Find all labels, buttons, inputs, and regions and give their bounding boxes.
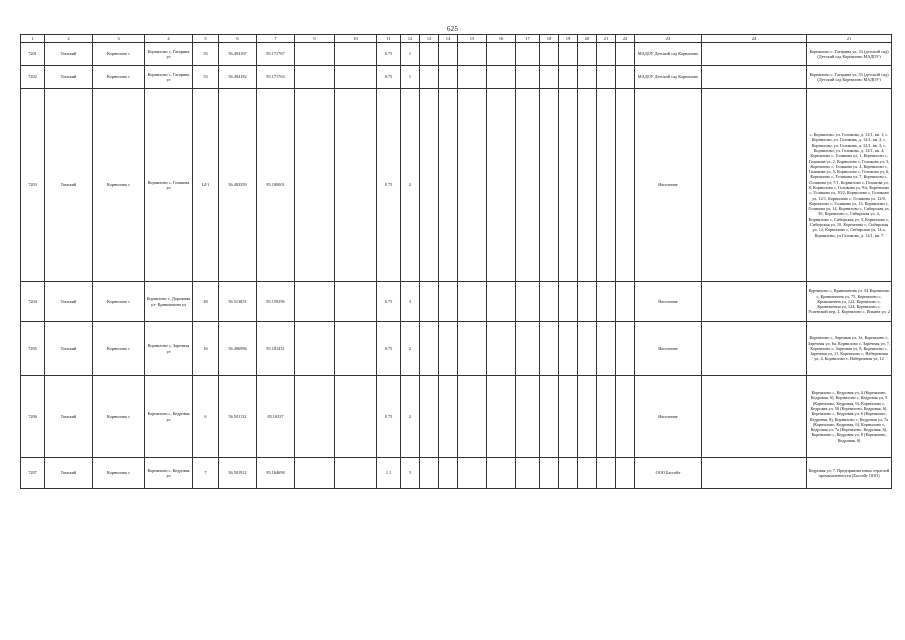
- cell-count: 1: [401, 66, 420, 89]
- cell-empty: [578, 66, 597, 89]
- cell-count: 2: [401, 322, 420, 376]
- cell-empty: [295, 458, 335, 489]
- cell-number: 7202: [21, 66, 45, 89]
- cell-empty: [597, 458, 616, 489]
- cell-longitude: 85.171763: [257, 66, 295, 89]
- cell-empty: [578, 43, 597, 66]
- cell-area: 0.75: [377, 282, 401, 322]
- cell-locality: Корнилово с: [93, 282, 145, 322]
- cell-number: 7201: [21, 43, 45, 66]
- table-row: [21, 282, 892, 322]
- cell-empty: [439, 66, 458, 89]
- column-header: 15: [458, 35, 487, 43]
- cell-number: 7206: [21, 376, 45, 458]
- cell-owner: ООО Бассейт: [635, 458, 702, 489]
- cell-house: 12/1: [193, 89, 219, 282]
- column-header: 3: [93, 35, 145, 43]
- cell-empty: [295, 322, 335, 376]
- cell-empty: [487, 66, 516, 89]
- cell-empty: [616, 66, 635, 89]
- cell-empty: [616, 322, 635, 376]
- cell-empty: [487, 458, 516, 489]
- cell-district: Томский: [45, 43, 93, 66]
- cell-empty: [458, 66, 487, 89]
- cell-empty: [702, 376, 807, 458]
- cell-empty: [295, 282, 335, 322]
- cell-empty: [559, 89, 578, 282]
- cell-empty: [487, 376, 516, 458]
- column-header: 14: [439, 35, 458, 43]
- column-header: 22: [616, 35, 635, 43]
- cell-sources: Корнилово с, Заречная ул, 1а, Корнилово с, Заречная ул, 6а, Корнилово с, Заречная ул, 7, Корнилово с, Заречная ул, 8, Корнилово с, Заречная ул, 11, Корнилово с, Набережная ул, 4, Корнилово с, Набережная ул, 12: [807, 322, 892, 376]
- cell-empty: [516, 458, 540, 489]
- cell-empty: [559, 458, 578, 489]
- cell-empty: [559, 282, 578, 322]
- cell-empty: [487, 89, 516, 282]
- cell-owner: Население: [635, 282, 702, 322]
- cell-empty: [559, 66, 578, 89]
- cell-area: 1.1: [377, 458, 401, 489]
- cell-count: 3: [401, 282, 420, 322]
- cell-owner: Население: [635, 322, 702, 376]
- cell-empty: [458, 322, 487, 376]
- cell-latitude: 56.501912: [219, 458, 257, 489]
- cell-empty: [540, 458, 559, 489]
- cell-area: 0.75: [377, 66, 401, 89]
- column-header: 4: [145, 35, 193, 43]
- cell-empty: [516, 322, 540, 376]
- column-header: 11: [377, 35, 401, 43]
- cell-empty: [616, 458, 635, 489]
- cell-empty: [616, 89, 635, 282]
- cell-latitude: 56.494182: [219, 66, 257, 89]
- cell-empty: [540, 376, 559, 458]
- cell-empty: [559, 43, 578, 66]
- table-row: [21, 66, 892, 89]
- cell-empty: [487, 282, 516, 322]
- cell-count: 2: [401, 89, 420, 282]
- cell-area: 0.75: [377, 43, 401, 66]
- cell-address: Корнилово с, Дорожная ул- Кривошеина ул: [145, 282, 193, 322]
- column-header: 18: [540, 35, 559, 43]
- cell-empty: [597, 322, 616, 376]
- cell-empty: [335, 66, 377, 89]
- cell-locality: Корнилово с: [93, 89, 145, 282]
- column-header: 7: [257, 35, 295, 43]
- cell-empty: [458, 89, 487, 282]
- cell-empty: [420, 458, 439, 489]
- cell-empty: [420, 43, 439, 66]
- cell-empty: [516, 282, 540, 322]
- cell-empty: [516, 89, 540, 282]
- cell-empty: [540, 282, 559, 322]
- cell-district: Томский: [45, 458, 93, 489]
- cell-empty: [295, 89, 335, 282]
- cell-house: 6: [193, 376, 219, 458]
- column-header: 12: [401, 35, 420, 43]
- column-header: 21: [807, 35, 892, 43]
- cell-empty: [578, 458, 597, 489]
- page-number: 625: [446, 25, 459, 33]
- cell-district: Томский: [45, 89, 93, 282]
- column-header: 9: [295, 35, 335, 43]
- cell-empty: [295, 43, 335, 66]
- cell-sources: Кедровая ул, 7, Предприятие иных отраслей промышленности (Бассейт ООО): [807, 458, 892, 489]
- cell-house: 16: [193, 322, 219, 376]
- cell-address: Корнилово с, Заречная ул: [145, 322, 193, 376]
- cell-latitude: 56.494167: [219, 43, 257, 66]
- cell-empty: [335, 282, 377, 322]
- cell-house: 48: [193, 282, 219, 322]
- cell-empty: [335, 376, 377, 458]
- cell-empty: [616, 282, 635, 322]
- table-row: [21, 376, 892, 458]
- cell-empty: [702, 282, 807, 322]
- cell-empty: [439, 322, 458, 376]
- cell-empty: [616, 43, 635, 66]
- cell-locality: Корнилово с: [93, 43, 145, 66]
- cell-empty: [420, 322, 439, 376]
- cell-empty: [420, 282, 439, 322]
- cell-district: Томский: [45, 322, 93, 376]
- cell-count: 2: [401, 376, 420, 458]
- column-header: 17: [516, 35, 540, 43]
- cell-empty: [295, 376, 335, 458]
- table-row: [21, 89, 892, 282]
- cell-empty: [702, 322, 807, 376]
- cell-empty: [487, 43, 516, 66]
- cell-address: Корнилово с, Кедровая ул: [145, 458, 193, 489]
- table-row: [21, 43, 892, 66]
- cell-empty: [578, 282, 597, 322]
- registry-table: [20, 34, 892, 489]
- cell-address: Корнилово с, Голикова ул: [145, 89, 193, 282]
- cell-empty: [702, 66, 807, 89]
- cell-empty: [439, 282, 458, 322]
- cell-empty: [487, 322, 516, 376]
- cell-longitude: 85.159296: [257, 282, 295, 322]
- cell-count: 1: [401, 43, 420, 66]
- header-row: [21, 35, 892, 43]
- cell-longitude: 85.171767: [257, 43, 295, 66]
- cell-empty: [335, 89, 377, 282]
- cell-longitude: 85.164698: [257, 458, 295, 489]
- cell-empty: [559, 322, 578, 376]
- cell-empty: [439, 458, 458, 489]
- cell-locality: Корнилово с: [93, 376, 145, 458]
- cell-number: 7203: [21, 89, 45, 282]
- cell-empty: [458, 43, 487, 66]
- cell-empty: [295, 66, 335, 89]
- cell-empty: [578, 89, 597, 282]
- cell-sources: Корнилово с, Гагарина ул, 33 (детский сад) (Детский сад Корнилово МАДОУ): [807, 66, 892, 89]
- column-header: 6: [219, 35, 257, 43]
- table-row: [21, 322, 892, 376]
- column-header: 10: [335, 35, 377, 43]
- cell-empty: [597, 66, 616, 89]
- cell-owner: Население: [635, 89, 702, 282]
- cell-count: 5: [401, 458, 420, 489]
- cell-empty: [458, 282, 487, 322]
- cell-empty: [578, 322, 597, 376]
- table-row: [21, 458, 892, 489]
- cell-empty: [540, 66, 559, 89]
- column-header: 24: [702, 35, 807, 43]
- column-header: 2: [45, 35, 93, 43]
- cell-latitude: 56.501132: [219, 376, 257, 458]
- cell-owner: МАДОУ Детский сад Корнилово: [635, 66, 702, 89]
- cell-empty: [540, 322, 559, 376]
- cell-empty: [702, 89, 807, 282]
- column-header: 21: [597, 35, 616, 43]
- cell-number: 7207: [21, 458, 45, 489]
- cell-empty: [540, 89, 559, 282]
- cell-empty: [597, 43, 616, 66]
- cell-house: 33: [193, 43, 219, 66]
- cell-empty: [420, 89, 439, 282]
- cell-empty: [335, 322, 377, 376]
- column-header: 20: [578, 35, 597, 43]
- cell-empty: [597, 376, 616, 458]
- cell-locality: Корнилово с: [93, 66, 145, 89]
- column-header: 19: [559, 35, 578, 43]
- cell-owner: МАДОУ Детский сад Корнилово: [635, 43, 702, 66]
- cell-empty: [420, 376, 439, 458]
- cell-empty: [516, 66, 540, 89]
- cell-address: Корнилово с, Гагарина ул: [145, 43, 193, 66]
- column-header: 16: [487, 35, 516, 43]
- cell-owner: Население: [635, 376, 702, 458]
- cell-empty: [702, 458, 807, 489]
- cell-empty: [458, 458, 487, 489]
- cell-sources: Корнилово с, Кедровая ул, 4 (Корнилово, Кедровая, 6), Корнилово с, Кедровая ул, 5 (Корнилово, Кедровая, 6), Корнилово с, Кедровая ул, 5б (Корнилово, Кедровая, 6), Корнилово с, Кедровая ул, 6 (Корнилово, Кедровая, 6), Корнилово с, Кедровая ул, 7а (Корнилово, Кедровая, 6), Корнилово с, Кедровая ул, 7а (Корнилово, Кедровая, 6), Корнилово с, Кедровая ул, 8 (Корнилово, Кедровая, 6): [807, 376, 892, 458]
- cell-empty: [597, 282, 616, 322]
- cell-sources: Корнилово с, Гагарина ул, 33 (детский сад) (Детский сад Корнилово МАДОУ): [807, 43, 892, 66]
- cell-empty: [335, 458, 377, 489]
- cell-empty: [597, 89, 616, 282]
- cell-empty: [439, 43, 458, 66]
- cell-area: 0.75: [377, 376, 401, 458]
- cell-house: 7: [193, 458, 219, 489]
- cell-latitude: 56.493359: [219, 89, 257, 282]
- cell-latitude: 56.496986: [219, 322, 257, 376]
- cell-address: Корнилово с, Гагарина ул: [145, 66, 193, 89]
- cell-longitude: 85.180001: [257, 89, 295, 282]
- cell-longitude: 85.16337: [257, 376, 295, 458]
- cell-number: 7204: [21, 282, 45, 322]
- cell-empty: [458, 376, 487, 458]
- cell-latitude: 56.513851: [219, 282, 257, 322]
- cell-district: Томский: [45, 376, 93, 458]
- column-header: 23: [635, 35, 702, 43]
- cell-empty: [335, 43, 377, 66]
- cell-district: Томский: [45, 66, 93, 89]
- cell-locality: Корнилово с: [93, 458, 145, 489]
- cell-number: 7205: [21, 322, 45, 376]
- column-header: 1: [21, 35, 45, 43]
- cell-house: 33: [193, 66, 219, 89]
- cell-area: 0.75: [377, 89, 401, 282]
- cell-empty: [420, 66, 439, 89]
- column-header: 13: [420, 35, 439, 43]
- cell-empty: [439, 376, 458, 458]
- cell-empty: [516, 376, 540, 458]
- cell-empty: [516, 43, 540, 66]
- cell-area: 0.75: [377, 322, 401, 376]
- cell-empty: [439, 89, 458, 282]
- cell-empty: [540, 43, 559, 66]
- cell-district: Томский: [45, 282, 93, 322]
- cell-address: Корнилово с, Кедровая ул: [145, 376, 193, 458]
- column-header: 5: [193, 35, 219, 43]
- cell-empty: [702, 43, 807, 66]
- cell-empty: [578, 376, 597, 458]
- cell-sources: Корнилово с, Кривошеина ул, 54 Корнилово с, Кривошеина ул, 75, Корнилово с, Кривошеина ул, 122, Корнилово с, Кривошеина ул, 124, Корнилово с, Успенский пер, 2, Корнилово с, Ильина ул, 2: [807, 282, 892, 322]
- cell-locality: Корнилово с: [93, 322, 145, 376]
- cell-sources: с. Корнилово, ул. Голикова, д. 12/1, кв. 1, с. Корнилово, ул. Голикова, д. 12/1, кв. 2, с. Корнилово, ул. Голикова, д. 12/1, кв. 3, с. Корнилово, ул. Голикова, д. 12/1, кв. 4, Корнилово с, Голикова ул, 1, Корнилово с, Голикова ул, 2, Корнилово с, Голикова ул, 3, Корнилово с, Голикова ул, 4, Корнилово с, Голикова ул, 5, Корнилово с, Голикова ул, 6, Корнилово с, Голикова ул, 7, Корнилово с, Голикова ул, 7/1, Корнилово с, Голикова ул, 8, Корнилово с, Голикова ул, 9/а, Корнилово с, Голикова ул, 10/2, Корнилово с, Голикова ул, 12/1, Корнилово с, Голикова ул, 12/6, Корнилово с, Голикова ул, 13, Корнилово с, Голикова ул, 14, Корнилово с, Сибирская ул, 3б, Корнилово с, Сибирская ул, 4, Корнилово с, Сибирская ул, 5, Корнилово с, Сибирская ул, 10, Корнилово с, Сибирская ул, 12, Корнилово с, Сибирская ул, 14 а, Корнилово, ул Голикова, д. 12/1, кв. 7: [807, 89, 892, 282]
- cell-empty: [616, 376, 635, 458]
- cell-longitude: 85.181431: [257, 322, 295, 376]
- cell-empty: [559, 376, 578, 458]
